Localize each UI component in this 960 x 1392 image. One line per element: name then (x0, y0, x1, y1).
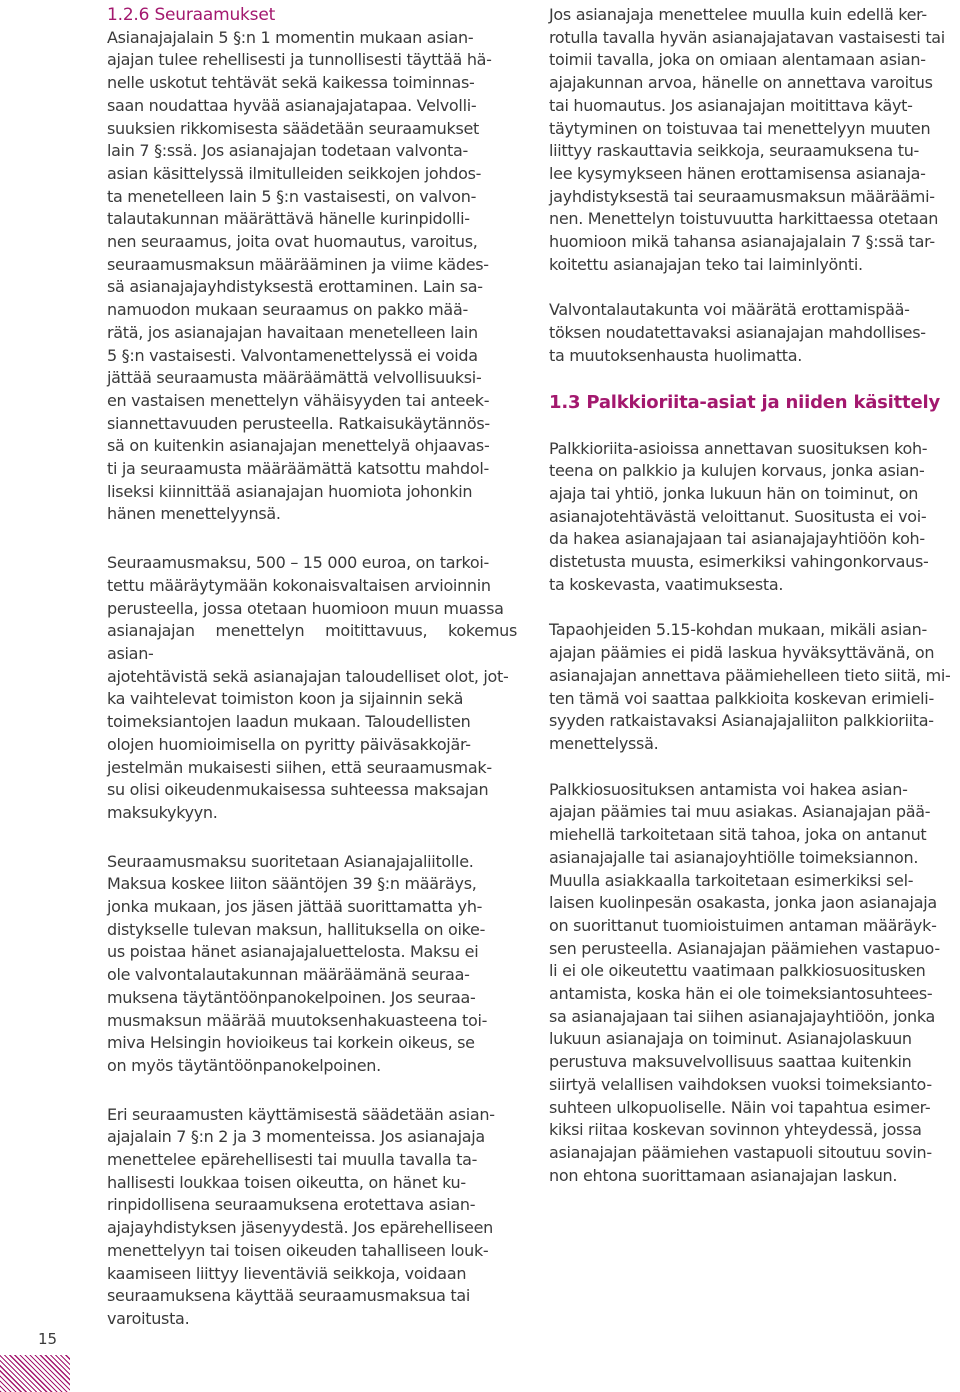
section-heading-1-2-6: 1.2.6 Seuraamukset (107, 5, 276, 25)
left-column (107, 4, 517, 1357)
decorative-hatch-pattern (0, 1355, 70, 1392)
paragraph-sanctions-intro: Asianajajalain 5 §:n 1 momentin mukaan asian- ajajan tulee rehellisesti ja tunnollisesti täyttää hä- nelle uskotut tehtävät sekä kaikessa toiminnas- saan noudattaa hyvää asianajajatapaa. Velvolli- suuksien rikkomisesta säädetään seuraamukset lain 7 §:ssä. Jos asianajajan todetaan valvonta- asian käsittelyssä ilmitulleiden seikkojen johdos- ta menetelleen lain 5 §:n vastaisesti, on valvon- talautakunnan määrättävä hänelle kurinpidolli- nen seuraamus, joita ovat huomautus, varoitus, seuraamusmaksun määrääminen ja viime kädes- sä asianajajayhdistyksestä erottaminen. Lain sa- namuodon mukaan seuraamus on pakko mää- rätä, jos asianajajan havaitaan menetelleen lain 5 §:n vastaisesti. Valvontamenettelyssä ei voida jättää seuraamusta määräämättä velvollisuuksi- en vastaisen menettelyn vähäisyyden tai anteek- siannettavuuden perusteella. Ratkaisukäytännös- sä on kuitenkin asianajajan menettelyä ohjaavas- ti ja seuraamusta määräämättä katsottu mahdol- liseksi kiinnittää asianajajan huomiota johonkin hänen menettelyynsä. (107, 27, 492, 524)
paragraph-fee-disputes: Palkkioriita-asioissa annettavan suosituksen koh- teena on palkkio ja kulujen korvaus, jonka asian- ajaja tai yhtiö, jonka lukuun hän on toiminut, on asianajotehtävästä veloittanut. Suositusta ei voi- da hakea asianajajaan tai asianajajayhtiöön koh- distetusta muusta, esimerkiksi vahingonkorvaus- ta koskevasta, vaatimuksesta. (549, 438, 929, 594)
right-column (549, 4, 959, 1210)
paragraph-applicants: Palkkiosuosituksen antamista voi hakea asian- ajajan päämies tai muu asiakas. Asianajajan pää- miehellä tarkoitetaan sitä tahoa, joka on antanut asianajajalle tai asianajoyhtiölle toimeksiannon. Muulla asiakkaalla tarkoitetaan esimerkiksi sel- laisen kuolinpesän osakasta, jonka jaon asianajaja on suorittanut tuomioistuimen antaman määräyk- sen perusteella. Asianajajan päämiehen vastapuo- li ei ole oikeutettu vaatimaan palkkiosuositusken antamista, koska hän ei ole toimeksiantosuhtees- sa asianajajaan tai siihen asianajajayhtiöön, jonka lukuun asianajaja on toiminut. Asianajolaskuun perustuva maksuvelvollisuus saattaa kuitenkin siirtyä velallisen vaihdoksen vuoksi toimeksianto- suhteen ulkopuoliselle. Näin voi tapahtua esimer- kiksi riitaa koskevan sovinnon yhteydessä, jossa asianajajan päämiehen vastapuoli sitoutuu sovin- non ehtona suorittamaan asianajajan laskun. (549, 779, 940, 1185)
paragraph-sanction-usage: Eri seuraamusten käyttämisestä säädetään asian- ajajalain 7 §:n 2 ja 3 momenteissa. Jos asianajaja menettelee epärehellisesti tai muulla tavalla ta- hallisesti loukkaa toisen oikeutta, on hänet ku- rinpidollisena seuraamuksena erotettava asian- ajajayhdistyksen jäsenyydestä. Jos epärehelliseen menettelyyn tai toisen oikeuden tahalliseen louk- kaamiseen liittyy lieventäviä seikkoja, voidaan seuraamuksena käyttää seuraamusmaksua tai varoitusta. (107, 1104, 495, 1328)
paragraph-sanction-fee: Seuraamusmaksu, 500 – 15 000 euroa, on tarkoi- tettu määräytymään kokonaisvaltaisen arvioinnin perusteella, jossa otetaan huomioon muun muassa asianajajan menettelyn moitittavuus, kokemus asian- ajotehtävistä sekä asianajajan taloudelliset olot, jot- ka vaihtelevat toimiston koon ja sijainnin sekä toimeksiantojen laadun mukaan. Taloudellisten olojen huomioimisella on pyritty päiväsakkojär- jestelmän mukaisesti siihen, että seuraamusmak- su olisi oikeudenmukaisessa suhteessa maksajan maksukykyyn. (107, 553, 517, 822)
section-heading-1-3: 1.3 Palkkioriita-asiat ja niiden käsittely (549, 391, 940, 413)
paragraph-warning: Jos asianajaja menettelee muulla kuin edellä ker- rotulla tavalla hyvän asianajajatavan vastaisesti tai toimii tavalla, joka on omiaan alentamaan asian- ajajakunnan arvoa, hänelle on annettava varoitus tai huomautus. Jos asianajajan moitittava käyt- täytyminen on toistuvaa tai menettelyyn muuten liittyy raskauttavia seikkoja, seuraamuksena tu- lee kysymykseen hänen erottamisensa asianaja- jayhdistyksestä tai seuraamusmaksun määräämi- nen. Menettelyn toistuvuutta harkittaessa otetaan huomioon mikä tahansa asianajajalain 7 §:ssä tar- koitettu asianajajan teko tai laiminlyönti. (549, 5, 945, 274)
paragraph-fee-payment: Seuraamusmaksu suoritetaan Asianajajaliitolle. Maksua koskee liiton sääntöjen 39 §:n määräys, jonka mukaan, jos jäsen jättää suorittamatta yh- distykselle tulevan maksun, hallituksella on oike- us poistaa hänet asianajajaluettelosta. Maksu ei ole valvontalautakunnan määräämänä seuraa- muksena täytäntöönpanokelpoinen. Jos seuraa- musmaksun määrää muutoksenhakuasteena toi- miva Helsingin hovioikeus tai korkein oikeus, se on myös täytäntöönpanokelpoinen. (107, 851, 488, 1075)
page-number: 15 (38, 1330, 58, 1348)
paragraph-expulsion-decision: Valvontalautakunta voi määrätä erottamispää- töksen noudatettavaksi asianajajan mahdollises- ta muutoksenhausta huolimatta. (549, 300, 926, 365)
paragraph-code-of-conduct: Tapaohjeiden 5.15-kohdan mukaan, mikäli asian- ajajan päämies ei pidä laskua hyväksyttävänä, on asianajajan annettava päämiehelleen tieto siitä, mi- ten tämä voi saattaa palkkioita koskevan erimieli- syyden ratkaistavaksi Asianajajaliiton palkkioriita- menettelyssä. (549, 620, 951, 753)
